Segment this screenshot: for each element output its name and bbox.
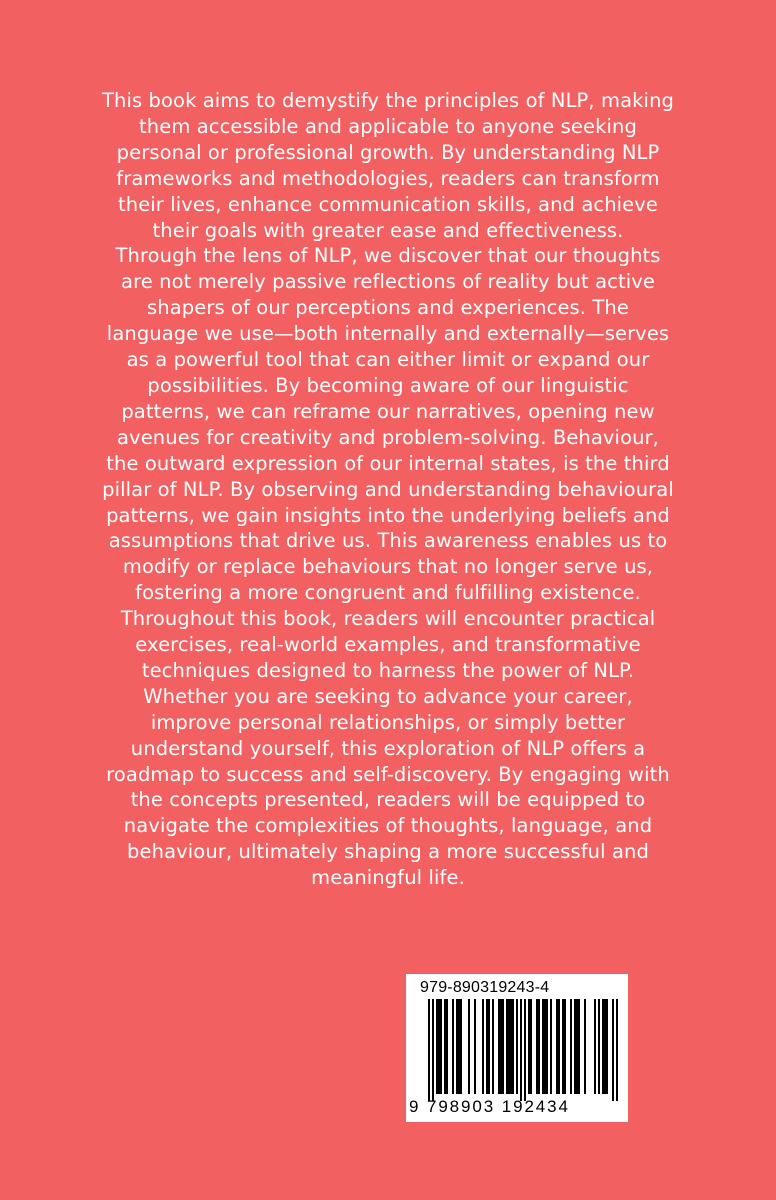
barcode-bar (446, 999, 448, 1094)
barcode-bar (460, 999, 462, 1094)
barcode-bar (440, 999, 442, 1094)
barcode-bar (606, 999, 608, 1094)
barcode-bar (468, 999, 470, 1094)
barcode-bar (458, 999, 460, 1094)
barcode-bar (550, 999, 552, 1094)
barcode-bar (604, 999, 606, 1094)
barcode-bar (520, 999, 522, 1101)
barcode-bar (528, 999, 530, 1094)
barcode-bar (612, 999, 614, 1101)
barcode-bar (542, 999, 544, 1094)
isbn-barcode (406, 974, 628, 1122)
barcode-bar (498, 999, 500, 1094)
barcode-bar (556, 999, 558, 1094)
barcode-bar (512, 999, 514, 1094)
barcode-bar (516, 999, 518, 1094)
barcode-bar (510, 999, 512, 1094)
barcode-bar (576, 999, 578, 1094)
barcode-bar (546, 999, 548, 1094)
barcode-bar (598, 999, 600, 1094)
barcode-bar (502, 999, 504, 1094)
barcode-bar (558, 999, 560, 1094)
barcode-bar (594, 999, 596, 1094)
blurb-paragraph-2: Through the lens of NLP, we discover that our thoughts are not merely passive reflections of reality but active shapers of our perceptions and experiences. The language we use—both internally and externally—serves as a powerful tool that can either limit or expand our possibilities. By becoming aware of our linguistic patterns, we can reframe our narratives, opening new avenues for creativity and problem-solving. Behaviour, the outward expression of our internal states, is the third pillar of NLP. By observing and understanding behavioural patterns, we gain insights into the underlying beliefs and assumptions that drive us. This awareness enables us to modify or replace behaviours that no longer serve us, fostering a more congruent and fulfilling existence. Throughout this book, readers will encounter practical exercises, real-world examples, and transformative techniques designed to harness the power of NLP. Whether you are seeking to advance your career, improve personal relationships, or simply better understand yourself, this exploration of NLP offers a roadmap to success and self-discovery. By engaging with the concepts presented, readers will be equipped to navigate the complexities of thoughts, language, and behaviour, ultimately shaping a more successful and meaningful life. (102, 244, 674, 890)
blurb-paragraph-1: This book aims to demystify the principles of NLP, making them accessible and applicable to anyone seeking personal or professional growth. By understanding NLP frameworks and methodologies, readers can transform their lives, enhance communication skills, and achieve their goals with greater ease and effectiveness. (101, 89, 675, 242)
barcode-bar (444, 999, 446, 1094)
barcode-bar (500, 999, 502, 1094)
barcode-bar (578, 999, 580, 1094)
barcode-bar (488, 999, 490, 1094)
barcode-bar (616, 999, 618, 1101)
barcode-bar (508, 999, 510, 1094)
isbn-label: 979-890319243-4 (420, 979, 550, 996)
barcode-bar (570, 999, 572, 1094)
barcode-bar (506, 999, 508, 1094)
barcode-bar (530, 999, 532, 1094)
barcode-bar (428, 999, 430, 1101)
barcode-bar (544, 999, 546, 1094)
barcode-bar (432, 999, 434, 1101)
barcode-bar (574, 999, 576, 1094)
barcode-bar (602, 999, 604, 1094)
barcode-bar (482, 999, 484, 1094)
barcode-digits: 9 798903 192434 (409, 1097, 570, 1116)
barcode-bar (524, 999, 526, 1101)
barcode-bar (564, 999, 566, 1094)
back-cover-blurb (100, 88, 676, 891)
barcode-bar (436, 999, 438, 1094)
barcode-bar (486, 999, 488, 1094)
barcode-bar (474, 999, 476, 1094)
barcode-bar (438, 999, 440, 1094)
barcode-bar (452, 999, 454, 1094)
barcode-bar (456, 999, 458, 1094)
barcode-bar (538, 999, 540, 1094)
barcode-bar (562, 999, 564, 1094)
barcode-bar (492, 999, 494, 1094)
barcode-bar (584, 999, 586, 1094)
barcode-bar (536, 999, 538, 1094)
